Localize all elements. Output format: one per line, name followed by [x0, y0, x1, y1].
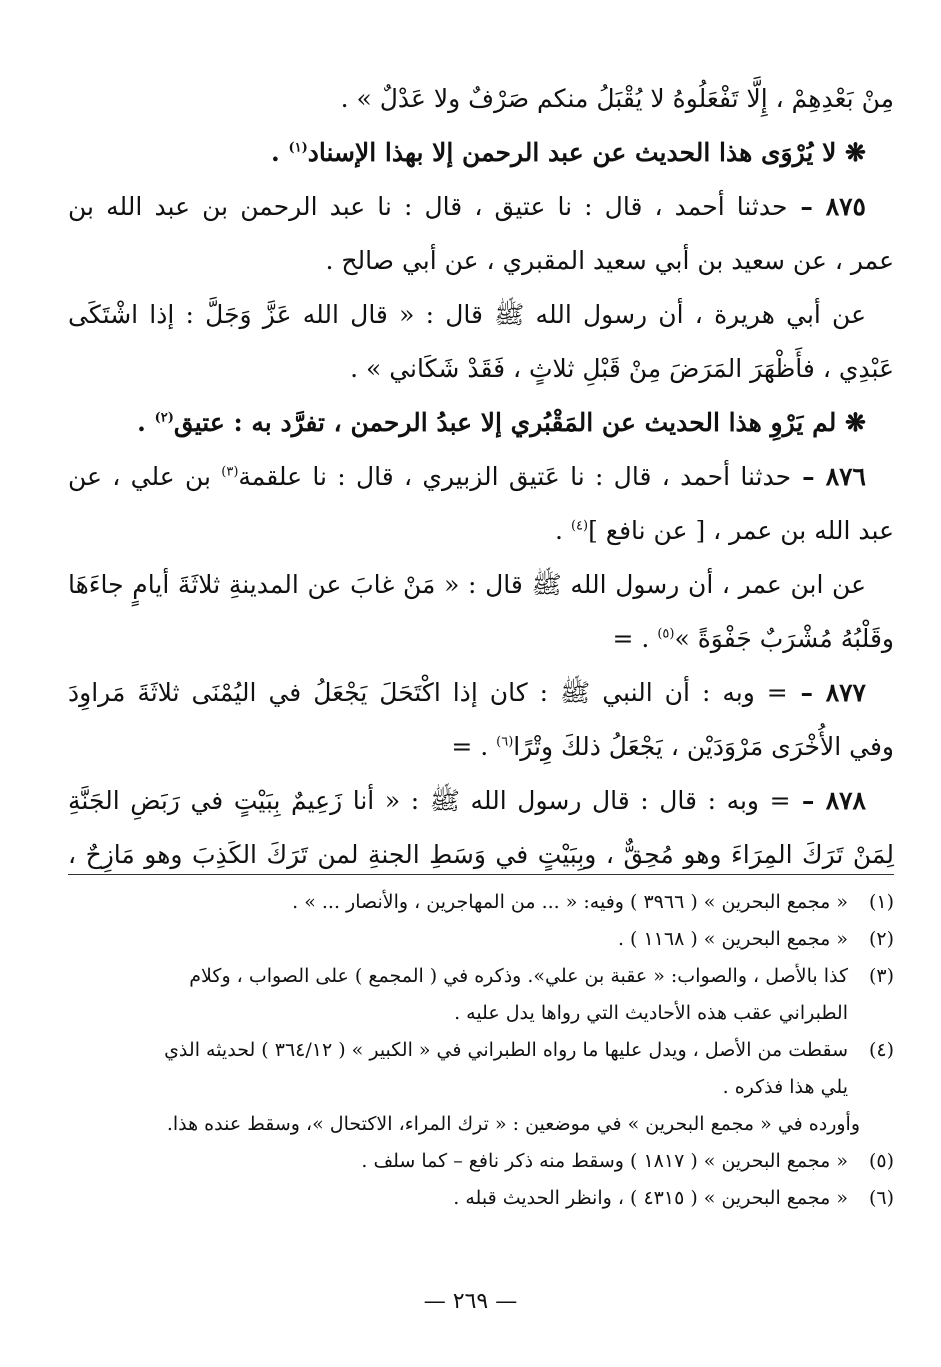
matn-text: عَبْدِي ، فأَظْهَرَ المَرَضَ مِنْ قَبْلِ ثلاثٍ ، فَقَدْ شَكَاني » . [350, 354, 894, 383]
footnote-number: (١) [868, 891, 894, 913]
text-end: . [555, 516, 571, 545]
page-number: — ٢٦٩ — [423, 1289, 518, 1314]
footnote-6 [68, 1180, 894, 1217]
footnote-number: (٥) [868, 1150, 894, 1172]
footnote-ref: (٦) [496, 734, 514, 750]
text-line [68, 612, 894, 666]
footnote-4-extra [68, 1106, 894, 1143]
footnote-5 [68, 1143, 894, 1180]
footnote-number: (٤) [868, 1039, 894, 1061]
isnad-text: بن علي ، عن [68, 462, 222, 491]
note-end: . [137, 408, 155, 437]
text-end: . = [612, 624, 658, 653]
matn-text: عن ابن عمر ، أن رسول الله ﷺ قال : « مَنْ غابَ عن المدينةِ ثلاثَةَ أيامٍ جاءَهَا [68, 570, 866, 599]
text-line [68, 72, 894, 126]
isnad-text: حدثنا أحمد ، قال : نا عَتيق الزبيري ، قال : نا علقمة [238, 462, 792, 491]
text-line-content: مِنْ بَعْدِهِمْ ، إِلَّا تَفْعَلُوهُ لا يُقْبَلُ منكم صَرْفٌ ولا عَدْلٌ » . [340, 84, 894, 113]
main-text [68, 72, 894, 882]
footnote-ref: (٥) [657, 626, 675, 642]
note-end: . [271, 138, 289, 167]
text-line [68, 558, 894, 612]
hadith-876 [68, 450, 894, 504]
footnote-text: « مجمع البحرين » ( ١٨١٧ ) وسقط منه ذكر نافع – كما سلف . [361, 1150, 848, 1172]
isnad-text: عبد الله بن عمر ، [ عن نافع ] [588, 516, 894, 545]
footnote-text: وأورده في « مجمع البحرين » في موضعين : « ترك المراء، الاكتحال »، وسقط عنده هذا. [166, 1113, 860, 1135]
matn-text: عن أبي هريرة ، أن رسول الله ﷺ قال : « قال الله عَزَّ وَجَلَّ : إذا اشْتَكَى [68, 300, 866, 329]
matn-text: لِمَنْ تَرَكَ المِرَاءَ وهو مُحِقٌّ ، وبِبَيْتٍ في وَسَطِ الجنةِ لمن تَرَكَ الكَذِبَ وهو مَازِحٌ ، [68, 840, 894, 869]
footnote-number: (٢) [868, 928, 894, 950]
footnote-ref: (٢) [154, 410, 174, 426]
text-line [68, 342, 894, 396]
footnote-ref: (١) [288, 140, 308, 156]
hadith-note [68, 126, 894, 180]
matn-text: وقَلْبُهُ مُشْرَبٌ جَفْوَةً » [674, 624, 894, 653]
text-line [68, 504, 894, 558]
hadith-875 [68, 180, 894, 234]
note-text: ❋ لا يُرْوَى هذا الحديث عن عبد الرحمن إلا بهذا الإسناد [307, 138, 866, 167]
footnote-2 [68, 921, 894, 958]
footnote-text: « مجمع البحرين » ( ٤٣١٥ ) ، وانظر الحديث قبله . [453, 1187, 848, 1209]
footnote-text: الطبراني عقب هذه الأحاديث التي رواها يدل عليه . [454, 1002, 848, 1024]
hadith-878 [68, 774, 894, 828]
matn-text: = وبه : أن النبي ﷺ : كان إذا اكْتَحَلَ يَجْعَلُ في اليُمْنَى ثلاثَةَ مَراوِدَ [68, 678, 788, 707]
footnote-number: (٦) [868, 1187, 894, 1209]
isnad-text: حدثنا أحمد ، قال : نا عتيق ، قال : نا عبد الرحمن بن عبد الله بن [68, 192, 788, 221]
footnote-3 [68, 958, 894, 995]
footnote-text: كذا بالأصل ، والصواب: « عقبة بن علي». وذكره في ( المجمع ) على الصواب ، وكلام [189, 965, 848, 987]
footnote-1 [68, 884, 894, 921]
text-line [68, 234, 894, 288]
footnote-3-cont [68, 995, 894, 1032]
footnote-ref: (٤) [570, 518, 589, 534]
footnote-4 [68, 1032, 894, 1069]
hadith-note [68, 396, 894, 450]
matn-text: = وبه : قال : قال رسول الله ﷺ : « أنا زَعِيمٌ بِبَيْتٍ في رَبَضِ الجَنَّةِ [68, 786, 791, 815]
hadith-number: ٨٧٥ – [787, 192, 866, 221]
hadith-number: ٨٧٧ – [787, 678, 866, 707]
footnote-text: سقطت من الأصل ، ويدل عليها ما رواه الطبراني في « الكبير » ( ٣٦٤/١٢ ) لحديثه الذي [164, 1039, 848, 1061]
hadith-number: ٨٧٦ – [791, 462, 866, 491]
hadith-number: ٨٧٨ – [790, 786, 866, 815]
footnote-number: (٣) [868, 965, 894, 987]
hadith-877 [68, 666, 894, 720]
footnote-4-cont [68, 1069, 894, 1106]
text-line [68, 720, 894, 774]
footnote-text: « مجمع البحرين » ( ١١٦٨ ) . [617, 928, 848, 950]
isnad-text: عمر ، عن سعيد بن أبي سعيد المقبري ، عن أبي صالح . [325, 246, 894, 275]
footnote-ref: (٣) [221, 464, 239, 480]
footnotes [68, 884, 894, 1217]
footnote-divider [68, 874, 894, 875]
footnote-text: يلي هذا فذكره . [722, 1076, 848, 1098]
text-end: . = [451, 732, 497, 761]
matn-text: وفي الأُخْرَى مَرْوَدَيْن ، يَجْعَلُ ذلكَ وِتْرًا [513, 732, 894, 761]
note-text: ❋ لم يَرْوِ هذا الحديث عن المَقْبُري إلا عبدُ الرحمن ، تفرَّد به : عتيق [173, 408, 866, 437]
text-line [68, 288, 894, 342]
footnote-text: « مجمع البحرين » ( ٣٩٦٦ ) وفيه: « ... من المهاجرين ، والأنصار ... » . [292, 891, 848, 913]
